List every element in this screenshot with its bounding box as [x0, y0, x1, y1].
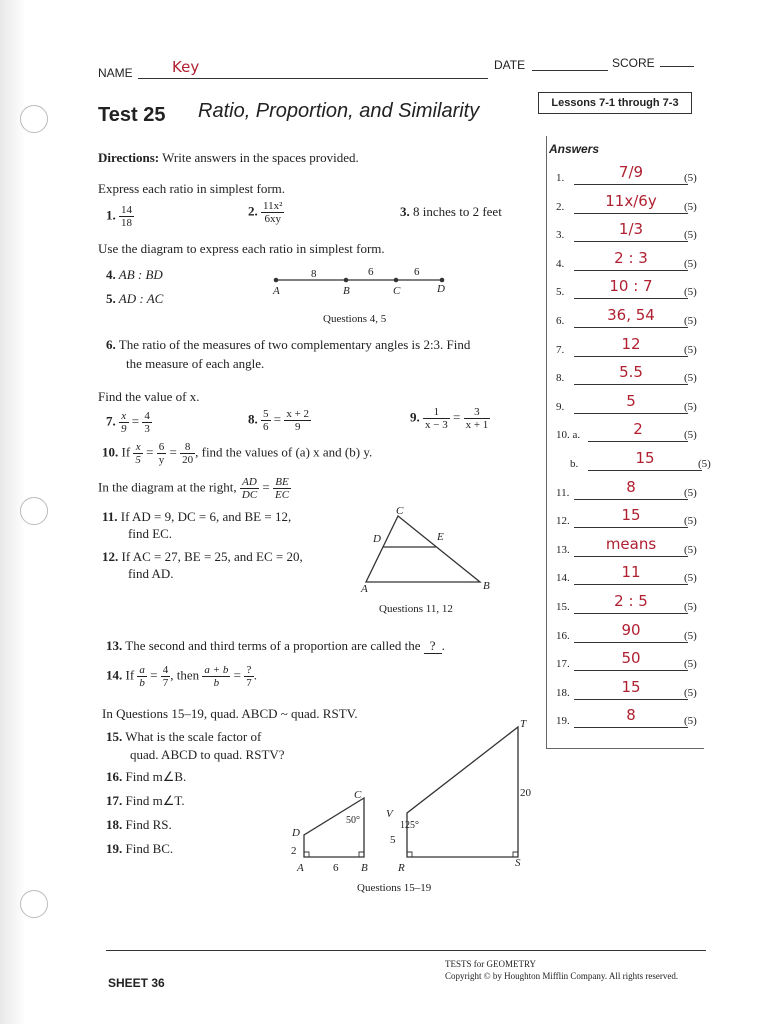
answer-line[interactable] — [588, 441, 688, 442]
answer-number: 3. — [556, 229, 565, 242]
seg-label-a: A — [273, 285, 280, 297]
answer-row — [556, 649, 706, 676]
tri-label-e: E — [437, 531, 444, 543]
answer-line[interactable] — [574, 384, 688, 385]
answer-points: (5) — [684, 343, 697, 356]
answer-number: 15. — [556, 601, 570, 613]
quad-label-r: R — [398, 862, 405, 874]
quad-angle-v: 125° — [400, 820, 419, 831]
answer-value: 8 — [626, 477, 636, 496]
quad-label-s: S — [515, 857, 521, 869]
answer-value: 5 — [626, 391, 636, 410]
answer-line[interactable] — [574, 642, 688, 643]
answer-number: 9. — [556, 400, 565, 413]
question-10: 10. If $\frac{x}{5}$ = $\frac{6}{y}$ = $\frac{8}{20}$ , find the values of (a) x and (b) y. — [102, 441, 373, 466]
answer-row — [556, 306, 706, 333]
answer-value: 15 — [635, 449, 655, 467]
answer-points: (5) — [684, 543, 697, 556]
answer-value: 5.5 — [619, 363, 643, 382]
point-a — [274, 278, 279, 283]
date-label: DATE — [494, 58, 526, 72]
answers-heading: Answers — [549, 142, 600, 156]
seg-length-bc: 6 — [368, 266, 374, 278]
answer-value: 90 — [621, 620, 641, 639]
answer-value: 2 — [633, 420, 643, 439]
answer-line[interactable] — [574, 184, 688, 185]
date-line[interactable] — [532, 70, 608, 71]
answer-number: 17. — [556, 658, 570, 671]
punch-hole — [20, 105, 48, 133]
directions-label: Directions: — [98, 150, 160, 165]
question-17: 17. Find m∠T. — [106, 793, 185, 808]
copyright: Copyright © by Houghton Mifflin Company. All rights reserved. — [445, 971, 679, 981]
answer-points: (5) — [684, 257, 697, 270]
quads-diagram — [290, 722, 530, 872]
triangle-diagram — [360, 510, 500, 590]
answer-number: 4. — [556, 257, 565, 270]
answer-value: 2 : 3 — [614, 248, 648, 267]
question-5: 5. AD : AC — [106, 291, 164, 306]
answer-line[interactable] — [574, 613, 688, 614]
book-title: TESTS for GEOMETRY — [445, 959, 536, 969]
answer-points: (5) — [684, 429, 697, 442]
answer-number: 18. — [556, 686, 570, 699]
tri-label-d: D — [373, 533, 381, 545]
answer-row — [556, 592, 706, 619]
answer-value: 15 — [621, 677, 641, 696]
quad-label-v: V — [386, 808, 393, 820]
answer-row — [556, 706, 706, 733]
answer-row — [556, 563, 706, 590]
caption-q15-19: Questions 15–19 — [357, 882, 432, 894]
question-1: 1. $\frac{14}{18}$ — [106, 204, 132, 229]
lessons-badge: Lessons 7-1 through 7-3 — [538, 92, 692, 114]
quad-length-st: 20 — [520, 787, 531, 799]
quad-label-t: T — [520, 718, 527, 730]
answer-number: 13. — [556, 543, 570, 556]
answer-points: (5) — [684, 286, 697, 299]
seg-label-d: D — [437, 283, 445, 295]
answer-line[interactable] — [574, 413, 688, 414]
answer-points: (5) — [684, 372, 697, 385]
answer-points: (5) — [684, 315, 697, 327]
seg-length-ab: 8 — [311, 268, 317, 280]
answer-points: (5) — [684, 572, 697, 585]
answer-row — [556, 163, 706, 190]
answer-row — [556, 534, 706, 562]
sheet-number: SHEET 36 — [108, 976, 165, 990]
answer-line[interactable] — [574, 556, 688, 557]
answer-row — [556, 506, 706, 533]
answer-row — [556, 391, 706, 419]
quad-length-ad: 2 — [291, 845, 297, 857]
answer-number: 12. — [556, 515, 570, 528]
answer-value: 7/9 — [618, 163, 644, 181]
question-16: 16. Find m∠B. — [106, 769, 187, 784]
answer-row — [570, 449, 720, 476]
quad-label-c: C — [354, 789, 362, 801]
answer-line[interactable] — [574, 356, 688, 357]
segment-diagram — [266, 264, 456, 304]
answer-points: (5) — [684, 400, 697, 413]
answer-value: means — [605, 534, 657, 553]
answer-line[interactable] — [574, 527, 688, 528]
question-12: 12. If AC = 27, BE = 25, and EC = 20, find AD. — [102, 549, 303, 581]
name-value: Key — [172, 58, 200, 76]
answer-value: 15 — [621, 506, 641, 525]
question-4: 4. AB : BD — [106, 267, 163, 282]
answer-number: 8. — [556, 372, 565, 385]
question-2: 2. $\frac{\text{11x²}}{6xy}$ — [248, 200, 283, 225]
answer-row — [556, 620, 706, 648]
answer-number: 14. — [556, 572, 570, 585]
answer-line[interactable] — [574, 298, 688, 299]
punch-hole — [20, 497, 48, 525]
punch-hole — [20, 890, 48, 918]
quad-length-rv: 5 — [390, 834, 396, 846]
answer-number: b. — [570, 458, 579, 470]
point-c — [394, 278, 399, 283]
quad-label-b: B — [361, 862, 368, 874]
section-find-x: Find the value of x. — [98, 389, 200, 404]
answer-row — [556, 191, 706, 219]
answer-number: 10. a. — [556, 429, 581, 442]
answer-line[interactable] — [588, 470, 702, 471]
answer-value: 11x/6y — [605, 191, 657, 210]
name-label: NAME — [98, 66, 133, 80]
answer-row — [556, 363, 706, 390]
answer-points: (5) — [684, 486, 697, 499]
answer-value: 11 — [621, 563, 641, 582]
answer-line[interactable] — [574, 727, 688, 728]
seg-label-c: C — [393, 285, 401, 297]
answer-line[interactable] — [574, 584, 688, 585]
tri-label-b: B — [483, 580, 490, 592]
answer-line[interactable] — [574, 327, 688, 328]
answer-points: (5) — [684, 172, 697, 184]
answer-points: (5) — [684, 200, 697, 213]
answer-line[interactable] — [574, 499, 688, 500]
point-b — [344, 278, 349, 283]
question-3: 3. 8 inches to 2 feet — [400, 204, 502, 219]
answer-row — [556, 220, 706, 247]
answer-points: (5) — [684, 658, 697, 671]
caption-q4-5: Questions 4, 5 — [323, 313, 387, 325]
answer-line[interactable] — [574, 213, 688, 214]
test-title: Ratio, Proportion, and Similarity — [198, 100, 480, 122]
answer-value: 50 — [621, 649, 641, 668]
test-number: Test 25 — [98, 104, 166, 126]
question-14: 14. If $\frac{a}{b}$ = $\frac{4}{7}$ , then $\frac{a + b}{b}$ = $\frac{?}{7}$ . — [106, 664, 257, 689]
directions-text: Write answers in the spaces provided. — [162, 150, 359, 165]
question-15: 15. What is the scale factor of quad. ABCD to quad. RSTV? — [106, 729, 285, 762]
tri-label-c: C — [396, 505, 404, 517]
quad-label-a: A — [297, 862, 304, 874]
answer-row — [556, 477, 706, 505]
answer-points: (5) — [684, 629, 697, 642]
quad-length-ab: 6 — [333, 862, 339, 874]
answers-divider — [546, 136, 548, 748]
directions — [98, 150, 359, 166]
answer-line[interactable] — [574, 241, 688, 242]
footer-rule — [106, 950, 706, 951]
section-diagram-intro: Use the diagram to express each ratio in simplest form. — [98, 241, 385, 256]
answer-points: (5) — [684, 686, 697, 699]
answer-number: 2. — [556, 200, 565, 213]
question-7: 7. $\frac{x}{9}$ = $\frac{4}{3}$ — [106, 410, 150, 435]
question-11: 11. If AD = 9, DC = 6, and BE = 12, find EC. — [102, 509, 292, 541]
question-19: 19. Find BC. — [106, 841, 174, 856]
caption-q11-12: Questions 11, 12 — [379, 603, 453, 615]
score-line[interactable] — [660, 66, 694, 67]
tri-label-a: A — [361, 583, 368, 595]
answer-value: 36, 54 — [607, 306, 655, 324]
answer-number: 11. — [556, 486, 570, 499]
answer-value: 12 — [621, 334, 641, 353]
seg-label-b: B — [343, 285, 350, 297]
seg-length-cd: 6 — [414, 266, 420, 278]
answer-number: 19. — [556, 715, 570, 728]
answer-value: 1/3 — [618, 220, 644, 239]
answer-value: 2 : 5 — [614, 592, 648, 610]
answer-number: 5. — [556, 286, 565, 299]
answer-points: (5) — [684, 229, 697, 242]
question-8: 8. $\frac{5}{6}$ = $\frac{x + 2}{9}$ — [248, 408, 310, 433]
answer-row — [556, 420, 706, 447]
answer-points: (5) — [684, 515, 697, 528]
answer-line[interactable] — [574, 270, 688, 271]
question-18: 18. Find RS. — [106, 817, 172, 832]
section-quad-intro: In Questions 15–19, quad. ABCD ~ quad. RSTV. — [102, 706, 358, 721]
answer-points: (5) — [684, 601, 697, 613]
answer-row — [556, 677, 706, 705]
answer-row — [556, 248, 706, 276]
answer-points: (5) — [698, 458, 711, 470]
answer-value: 8 — [626, 706, 636, 725]
answer-line[interactable] — [574, 699, 688, 700]
diagram-right-statement: In the diagram at the right, $\frac{AD}{DC}$ = $\frac{BE}{EC}$ — [98, 476, 290, 501]
answer-points: (5) — [684, 715, 697, 728]
section-ratio-intro: Express each ratio in simplest form. — [98, 181, 286, 196]
answer-number: 7. — [556, 343, 565, 356]
answer-number: 6. — [556, 315, 565, 327]
answers-bottom-rule — [546, 748, 704, 749]
quad-label-d: D — [292, 827, 300, 839]
question-9: 9. $\frac{1}{x - 3}$ = $\frac{3}{x + 1}$ — [410, 406, 489, 431]
answer-number: 16. — [556, 629, 570, 642]
question-6: 6. The ratio of the measures of two complementary angles is 2:3. Find the measure of each angle. — [106, 337, 471, 371]
question-13: 13. The second and third terms of a proportion are called the ? . — [106, 638, 445, 653]
point-d — [440, 278, 445, 283]
name-line[interactable] — [138, 78, 488, 79]
answer-value: 10 : 7 — [609, 277, 653, 296]
answer-line[interactable] — [574, 670, 688, 671]
answer-row — [556, 277, 706, 304]
quad-angle-c: 50° — [346, 815, 360, 826]
answer-number: 1. — [556, 172, 565, 184]
answer-row — [556, 334, 706, 362]
score-label: SCORE — [612, 56, 655, 70]
